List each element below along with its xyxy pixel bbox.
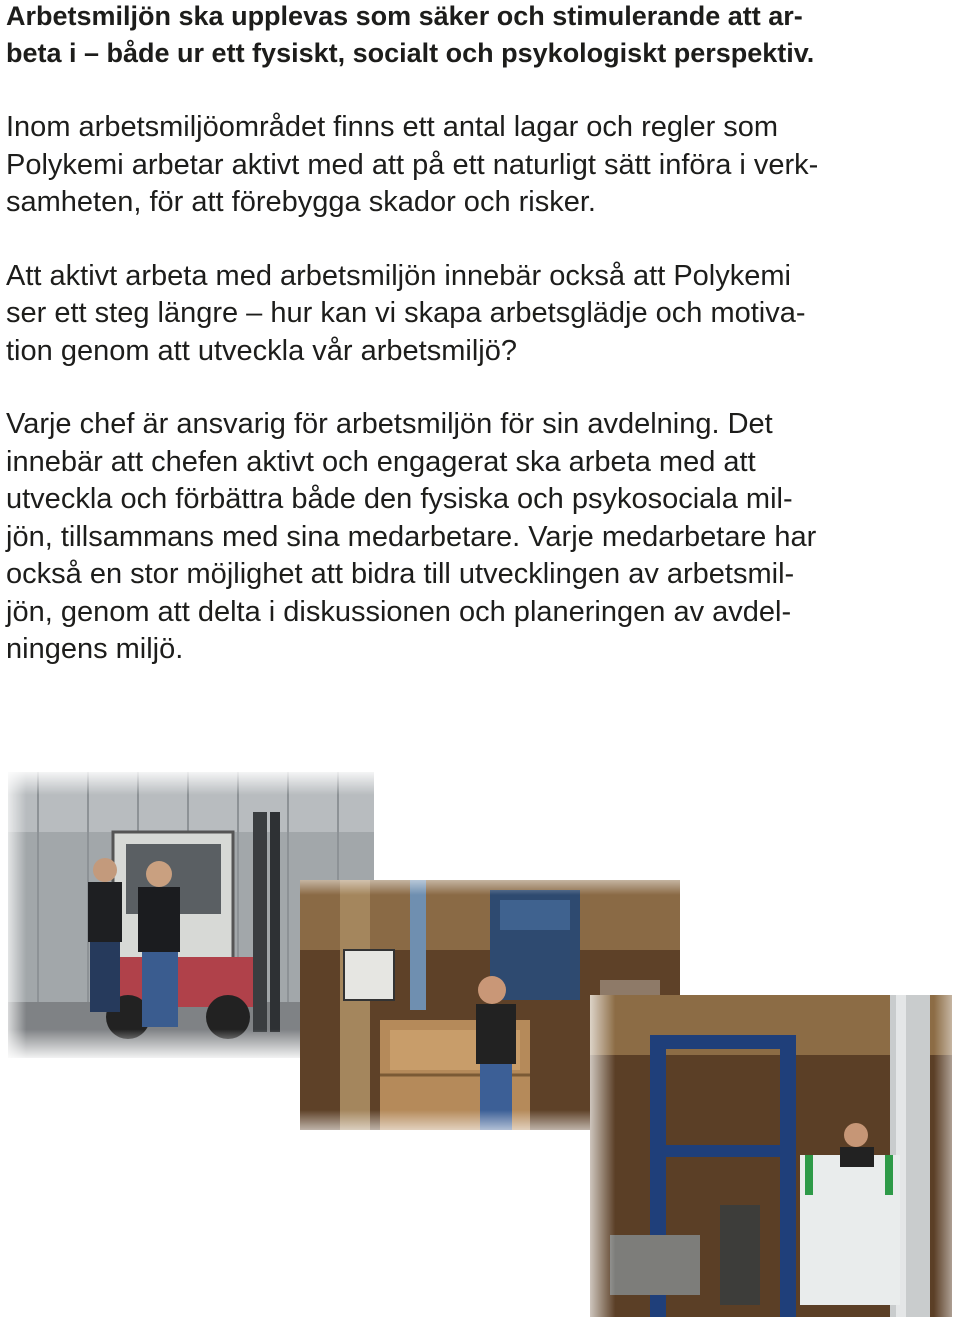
photo-big-bag-station bbox=[590, 995, 952, 1317]
paragraph-3-line-7: ningens miljö. bbox=[6, 633, 184, 665]
paragraph-1-line-1: Inom arbetsmiljöområdet finns ett antal lagar och regler som bbox=[6, 111, 779, 143]
photo-warehouse-worker bbox=[300, 880, 680, 1130]
paragraph-3-line-6: jön, genom att delta i diskussionen och planeringen av avdel- bbox=[6, 595, 792, 628]
heading-line-1: Arbetsmiljön ska upplevas som säker och stimulerande att ar- bbox=[6, 1, 803, 31]
paragraph-3-line-1: Varje chef är ansvarig för arbetsmiljön för sin avdelning. Det bbox=[6, 408, 773, 440]
paragraph-3-line-4: jön, tillsammans med sina medarbetare. Varje medarbetare har bbox=[6, 520, 817, 553]
paragraph-1-line-3: samheten, för att förebygga skador och risker. bbox=[6, 186, 596, 218]
heading-line-2: beta i – både ur ett fysiskt, socialt och psykologiskt perspektiv. bbox=[6, 38, 815, 68]
paragraph-1-line-2: Polykemi arbetar aktivt med att på ett naturligt sätt införa i verk- bbox=[6, 148, 819, 181]
paragraph-3-line-5: också en stor möjlighet att bidra till utvecklingen av arbetsmil- bbox=[6, 558, 795, 590]
paragraph-2-line-1: Att aktivt arbeta med arbetsmiljön innebär också att Polykemi bbox=[6, 259, 791, 292]
article-text bbox=[6, 0, 946, 669]
paragraph-3-line-2: innebär att chefen aktivt och engagerat ska arbeta med att bbox=[6, 445, 756, 478]
paragraph-2-line-2: ser ett steg längre – hur kan vi skapa arbetsglädje och motiva- bbox=[6, 297, 806, 329]
paragraph-2-line-3: tion genom att utveckla vår arbetsmiljö? bbox=[6, 334, 517, 367]
paragraph-3-line-3: utveckla och förbättra både den fysiska och psykosociala mil- bbox=[6, 483, 793, 515]
photo-forklift bbox=[8, 772, 374, 1058]
